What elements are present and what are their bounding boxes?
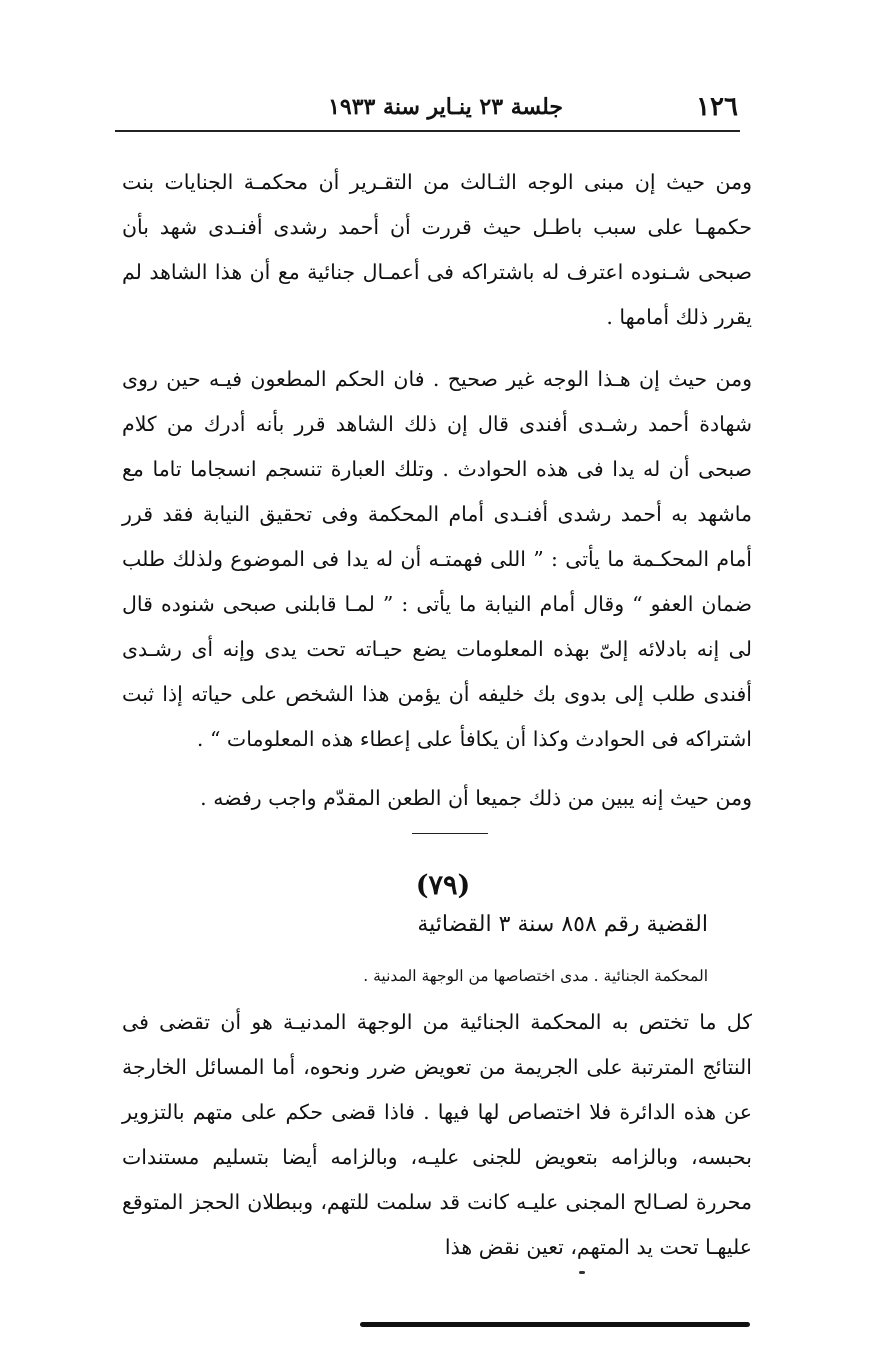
footer-rule: [360, 1322, 750, 1327]
ink-speck: [579, 1271, 585, 1274]
running-head: [115, 92, 738, 124]
session-date: جلسة ٢٣ ينـاير سنة ١٩٣٣: [328, 94, 563, 120]
paragraph-third-ground: ومن حيث إن مبنى الوجه الثـالث من التقـرير أن محكمـة الجنايات بنت حكمهـا على سبب باطـل حيث قررت أن أحمد رشدى أفنـدى شهد بأن صبحى شـنوده اعترف له باشتراكه فى أعمـال جنائية مع أن هذا الشاهد لم يقرر ذلك أمامها .: [122, 170, 752, 329]
case-principle-paragraph: كل ما تختص به المحكمة الجنائية من الوجهة المدنيـة هو أن تقضى فى النتائج المترتبة على الجريمة من تعويض ضرر ونحوه، أما المسائل الخارجة عن هذه الدائرة فلا اختصاص لها فيها . فاذا قضى حكم على متهم بالتزوير بحبسه، وبالزامه بتعويض للجنى عليـه، وبالزامه أيضا بتسليم مستندات محررة لصـالح المجنى عليـه كانت قد سلمت للتهم، وببطلان الحجز المتوقع عليهـا تحت يد المتهم، تعين نقض هذا: [122, 1010, 752, 1259]
section-separator: [412, 833, 488, 834]
case-number: (٧٩): [415, 870, 471, 901]
case-title: القضية رقم ٨٥٨ سنة ٣ القضائية: [417, 912, 708, 937]
case-headnote: المحكمة الجنائية . مدى اختصاصها من الوجهة المدنية .: [363, 967, 708, 985]
page-number: ١٢٦: [696, 92, 738, 122]
header-rule: [115, 130, 740, 132]
paragraph-ground-incorrect: ومن حيث إن هـذا الوجه غير صحيح . فان الحكم المطعون فيـه حين روى شهادة أحمد رشـدى أفندى قال إن ذلك الشاهد قرر بأنه أدرك من كلام صبحى أن له يدا فى هذه الحوادث . وتلك العبارة تنسجم انسجاما تاما مع ماشهد به أحمد رشدى أفنـدى أمام المحكمة وفى تحقيق النيابة فقد قرر أمام المحكـمة ما يأتى : ” اللى فهمتـه أن له يدا فى الموضوع ولذلك طلب ضمان العفو “ وقال أمام النيابة ما يأتى : ” لمـا قابلنى صبحى شنوده قال لى إنه بادلائه إلىّ بهذه المعلومات يضع حيـاته تحت يدى وإنه أى رشـدى أفندى طلب إلى بدوى بك خليفه أن يؤمن هذا الشخص على حياته إذا ثبت اشتراكه فى الحوادث وكذا أن يكافأ على إعطاء هذه المعلومات “ .: [122, 367, 752, 751]
paragraph-appeal-rejected: ومن حيث إنه يبين من ذلك جميعا أن الطعن المقدّم واجب رفضه .: [200, 786, 752, 810]
